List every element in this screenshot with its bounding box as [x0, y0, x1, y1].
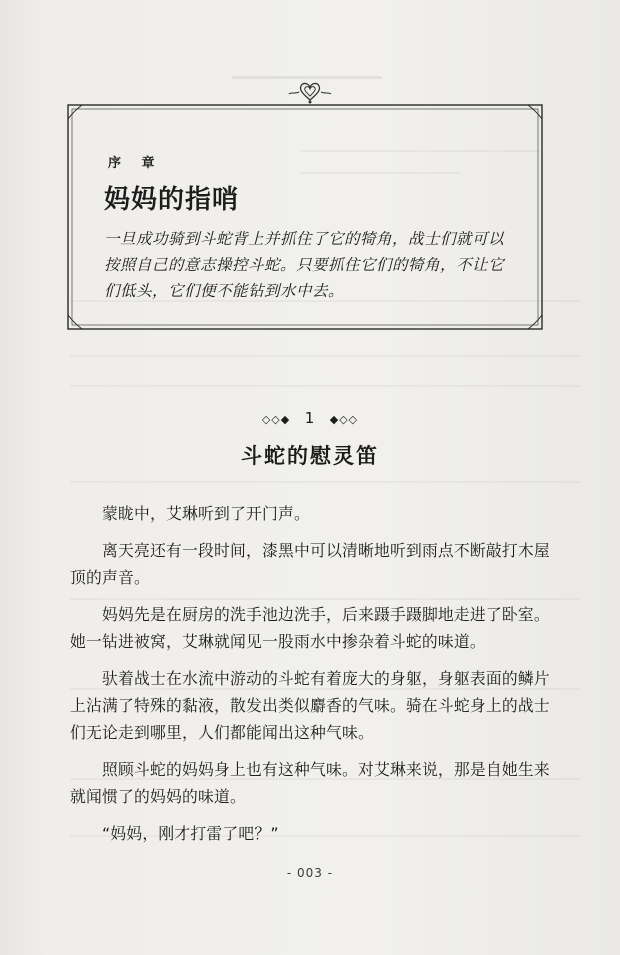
paragraph: 妈妈先是在厨房的洗手池边洗手，后来蹑手蹑脚地走进了卧室。她一钻进被窝，艾琳就闻见一股雨水中掺杂着斗蛇的味道。: [70, 605, 550, 651]
body-text: [70, 500, 558, 857]
paragraph: 离天亮还有一段时间，漆黑中可以清晰地听到雨点不断敲打木屋顶的声音。: [70, 541, 550, 587]
chapter-label: 序 章: [108, 156, 163, 171]
section-heading-ornament: [0, 409, 620, 427]
page-number: - 003 -: [286, 866, 334, 880]
paragraph: 驮着战士在水流中游动的斗蛇有着庞大的身躯，身躯表面的鳞片上沾满了特殊的黏液，散发出类似麝香的气味。骑在斗蛇身上的战士们无论走到哪里，人们都能闻出这种气味。: [70, 669, 550, 742]
ornament-left: ◇◇◆: [261, 413, 291, 426]
running-header-shadow: [232, 76, 382, 79]
paragraph: 照顾斗蛇的妈妈身上也有这种气味。对艾琳来说，那是自她生来就闻惯了的妈妈的味道。: [70, 760, 550, 806]
bleed-through-line: [70, 355, 580, 357]
bleed-through-line: [70, 385, 580, 387]
paragraph: 蒙眬中，艾琳听到了开门声。: [102, 504, 310, 523]
section-number: 1: [304, 409, 316, 427]
section-title: 斗蛇的慰灵笛: [241, 444, 379, 468]
chapter-title: 妈妈的指哨: [104, 185, 240, 215]
bleed-through-line: [70, 481, 580, 483]
paragraph: “妈妈，刚才打雷了吧？”: [102, 824, 279, 843]
ornament-right: ◆◇◇: [329, 413, 359, 426]
chapter-intro: 一旦成功骑到斗蛇背上并抓住了它的犄角，战士们就可以按照自己的意志操控斗蛇。只要抓住它们的犄角，不让它们低头，它们便不能钻到水中去。: [104, 230, 505, 300]
